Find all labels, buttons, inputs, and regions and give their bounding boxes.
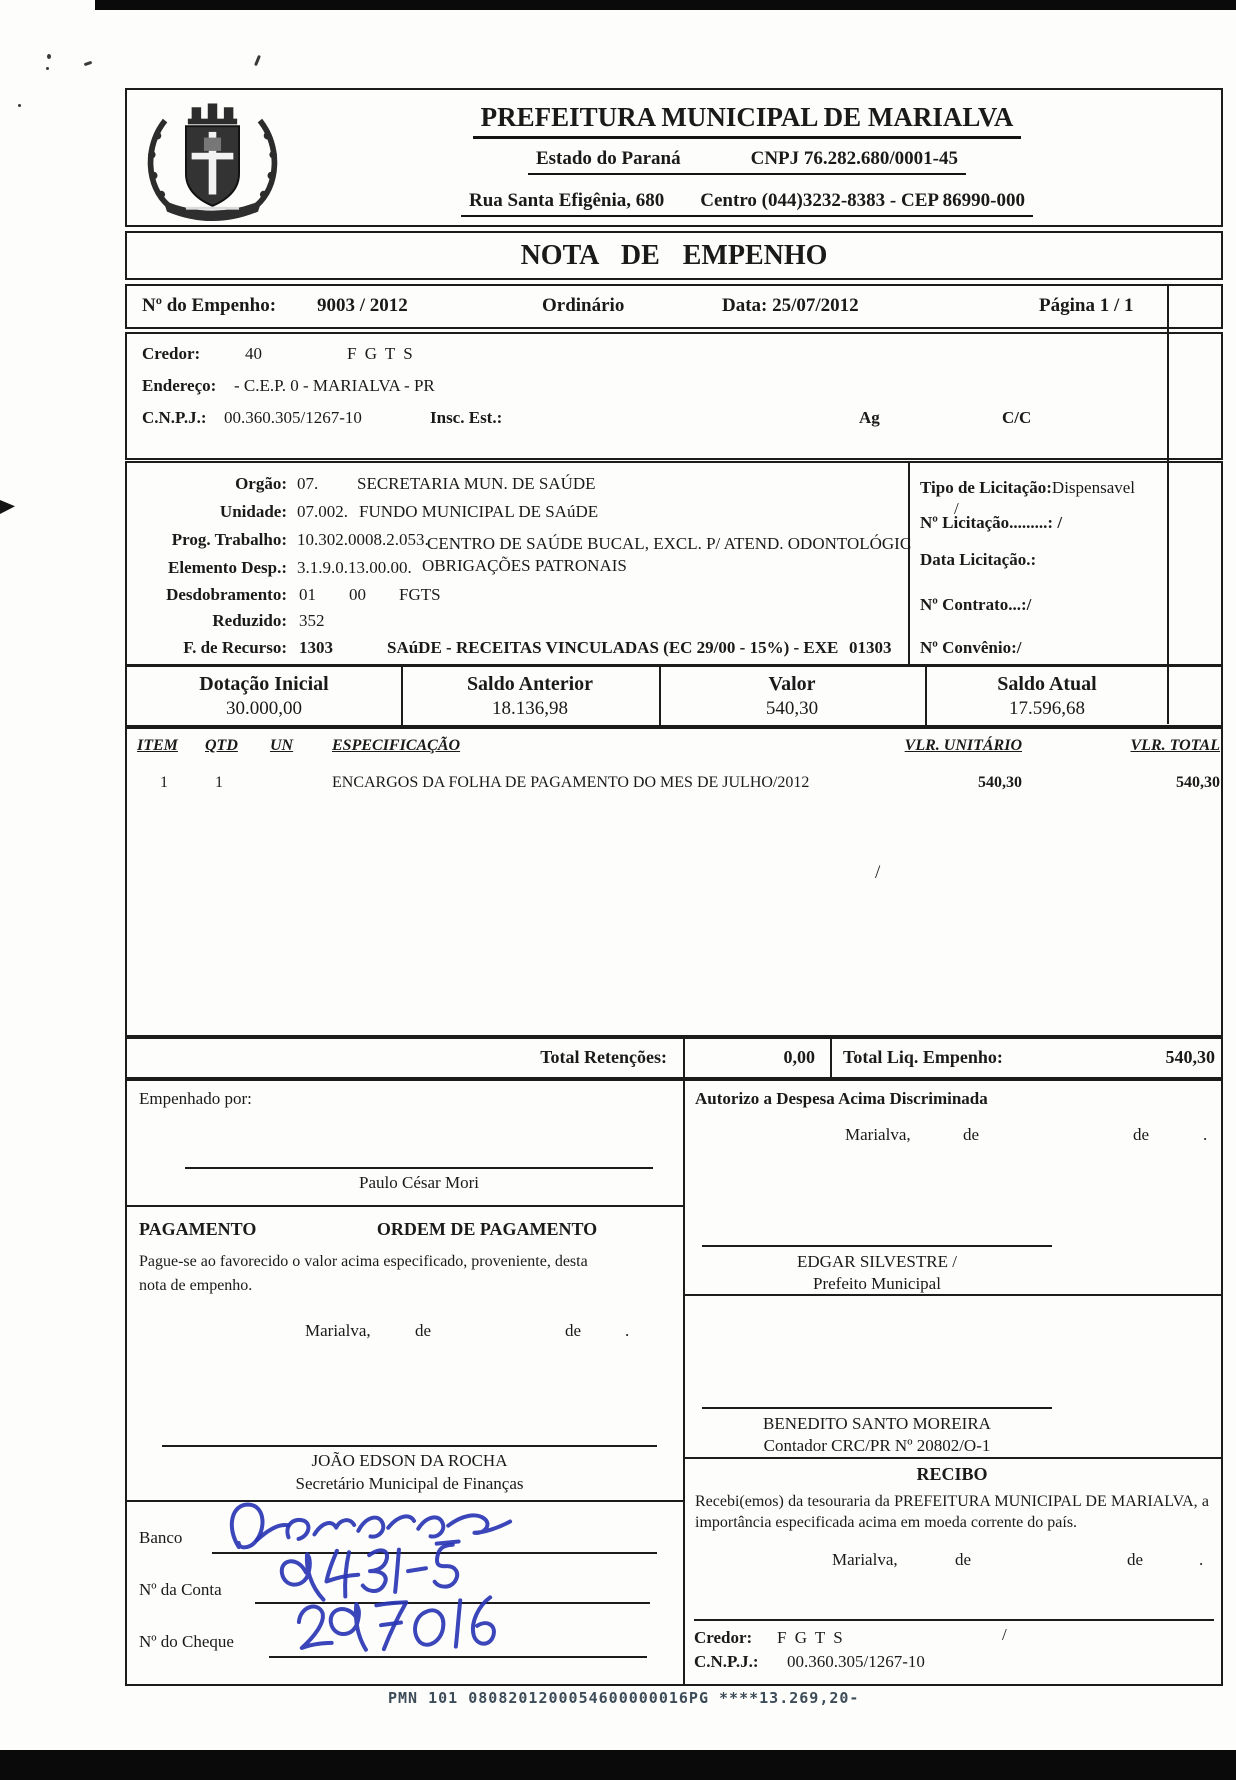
desdobramento-code2: 00 (349, 585, 366, 604)
empenho-type: Ordinário (542, 295, 625, 316)
recibo-credor-divider-line (694, 1619, 1214, 1621)
scan-speck (47, 54, 51, 59)
orgao-code: 07. (297, 474, 319, 493)
recibo-text: Recebi(emos) da tesouraria da PREFEITURA MUNICIPAL DE MARIALVA, a importância especificada acima em moeda corrente do país. (695, 1493, 1209, 1531)
saldo-atual-label: Saldo Atual (997, 673, 1097, 695)
col-header-un: UN (270, 737, 294, 754)
recibo-de2: de (1127, 1550, 1144, 1569)
scan-speck (18, 104, 21, 107)
empenhado-signature-line (185, 1167, 653, 1169)
totals-divider-2 (830, 1039, 832, 1079)
cheque-label: Nº do Cheque (139, 1632, 234, 1651)
prefeito-name: EDGAR SILVESTRE / (797, 1252, 957, 1271)
col-header-vlr-total: VLR. TOTAL (1130, 737, 1220, 754)
pagamento-ponto: . (625, 1321, 630, 1340)
saldo-atual-value: 17.596,68 (1009, 698, 1085, 719)
col-header-qtd: QTD (205, 737, 238, 754)
saldo-anterior-label: Saldo Anterior (466, 673, 594, 695)
col-header-item: ITEM (137, 737, 178, 754)
pagamento-title: PAGAMENTO (139, 1219, 257, 1239)
classification-box (125, 461, 1223, 666)
cc-label: C/C (1002, 408, 1032, 427)
empenho-date: Data: 25/07/2012 (722, 295, 859, 316)
tipo-licitacao-value: Dispensavel (1051, 478, 1136, 497)
contador-section-divider (683, 1294, 1221, 1296)
prog-trabalho-code: 10.302.0008.2.053. (297, 530, 429, 549)
scan-artifact-bottom-bar (0, 1750, 1236, 1780)
reduzido-value: 352 (299, 611, 325, 630)
estado-label: Estado do Paraná (535, 148, 681, 169)
dotacao-inicial-value: 30.000,00 (226, 698, 302, 719)
orgao-label: Orgão: (235, 474, 287, 493)
fonte-recurso-code: 1303 (299, 638, 333, 657)
desdobramento-code1: 01 (299, 585, 316, 604)
autorizo-cidade: Marialva, (845, 1125, 911, 1144)
banco-label: Banco (139, 1528, 183, 1547)
coat-of-arms-logo (135, 94, 290, 222)
prefeito-role: Prefeito Municipal (813, 1274, 941, 1293)
contador-role: Contador CRC/PR Nº 20802/O-1 (763, 1436, 991, 1455)
recibo-cnpj-value: 00.360.305/1267-10 (787, 1652, 925, 1671)
recibo-de1: de (955, 1550, 972, 1569)
prefeito-signature-line (702, 1245, 1052, 1247)
orgao-desc: SECRETARIA MUN. DE SAÚDE (357, 474, 596, 493)
endereco-value: - C.E.P. 0 - MARIALVA - PR (234, 376, 435, 395)
desdobramento-label: Desdobramento: (166, 585, 287, 604)
autorizo-ponto: . (1203, 1125, 1208, 1144)
item-row-qtd: 1 (215, 774, 223, 791)
page-indicator: Página 1 / 1 (1039, 295, 1134, 316)
scan-speck (84, 61, 93, 66)
conta-label: Nº da Conta (139, 1580, 222, 1599)
desdobramento-desc: FGTS (399, 585, 441, 604)
cnpj-label: C.N.P.J.: (142, 408, 207, 427)
tipo-licitacao-label: Tipo de Licitação:Dispensavel (920, 478, 1136, 497)
empenhado-por-label: Empenhado por: (139, 1089, 252, 1108)
bottom-center-divider (683, 1079, 685, 1684)
totals-row-box (125, 1037, 1223, 1081)
address-street: Rua Santa Efigênia, 680 (468, 190, 665, 211)
contador-name: BENEDITO SANTO MOREIRA (763, 1414, 991, 1433)
ordem-pagamento-title: ORDEM DE PAGAMENTO (376, 1219, 598, 1239)
endereco-label: Endereço: (142, 376, 217, 395)
licitacao-stray-slash: / (954, 499, 959, 518)
estado-cnpj-line (307, 148, 1187, 175)
total-liq-label: Total Liq. Empenho: (843, 1047, 1003, 1067)
recibo-cnpj-label: C.N.P.J.: (694, 1652, 759, 1671)
header-cnpj: CNPJ 76.282.680/0001-45 (750, 148, 959, 169)
prog-trabalho-desc: CENTRO DE SAÚDE BUCAL, EXCL. P/ ATEND. ODONTOLÓGIC (427, 534, 912, 553)
dotacao-inicial-label: Dotação Inicial (199, 673, 329, 695)
prefeitura-title (307, 102, 1187, 139)
address-line (307, 190, 1187, 217)
empenho-number-value: 9003 / 2012 (317, 295, 408, 316)
recibo-credor-label: Credor: (694, 1628, 753, 1647)
saldos-row-box (125, 665, 1223, 729)
credor-label: Credor: (142, 344, 201, 363)
machine-print-footer: PMN 101 0808201200054600000016PG ****13.269,20- (388, 1689, 860, 1707)
recibo-ponto: . (1199, 1550, 1204, 1569)
col-header-vlr-unitario: VLR. UNITÁRIO (904, 737, 1022, 754)
data-licitacao-label: Data Licitação.: (920, 550, 1037, 569)
scan-margin-arrow-mark (0, 500, 15, 514)
recibo-cidade: Marialva, (832, 1550, 898, 1569)
prog-trabalho-label: Prog. Trabalho: (171, 530, 287, 549)
pagamento-text-line2: nota de empenho. (139, 1277, 253, 1294)
elemento-desp-code: 3.1.9.0.13.00.00. (297, 558, 412, 577)
autorizo-de1: de (963, 1125, 980, 1144)
pagamento-de1: de (415, 1321, 432, 1340)
header-box (125, 88, 1223, 227)
unidade-desc: FUNDO MUNICIPAL DE SAúDE (359, 502, 599, 521)
recibo-section-divider (683, 1457, 1221, 1459)
elemento-desp-label: Elemento Desp.: (168, 558, 287, 577)
credor-box (125, 332, 1223, 460)
pagamento-cidade: Marialva, (305, 1321, 371, 1340)
cnpj-value: 00.360.305/1267-10 (224, 408, 362, 427)
recibo-title: RECIBO (916, 1464, 988, 1484)
cheque-handwriting (284, 1585, 546, 1660)
secretario-role: Secretário Municipal de Finanças (295, 1474, 524, 1493)
col-header-especificacao: ESPECIFICAÇÃO (332, 737, 461, 754)
meta-row-box (125, 284, 1223, 329)
scan-speck (254, 55, 261, 66)
secretario-name: JOÃO EDSON DA ROCHA (311, 1451, 508, 1470)
item-row-especificacao: ENCARGOS DA FOLHA DE PAGAMENTO DO MES DE JULHO/2012 (332, 774, 810, 791)
items-stray-slash: / (875, 862, 881, 883)
total-liq-value: 540,30 (1165, 1047, 1215, 1067)
total-retencoes-label: Total Retenções: (540, 1047, 667, 1067)
scan-speck (46, 67, 49, 70)
saldo-anterior-value: 18.136,98 (492, 698, 568, 719)
recibo-stray-slash: / (1002, 1625, 1007, 1644)
autorizo-de2: de (1133, 1125, 1150, 1144)
autorizo-title: Autorizo a Despesa Acima Discriminada (695, 1089, 988, 1108)
elemento-desp-desc: OBRIGAÇÕES PATRONAIS (422, 556, 627, 575)
fonte-recurso-code2: 01303 (849, 638, 892, 657)
valor-value: 540,30 (765, 698, 819, 719)
pagamento-text-line1: Pague-se ao favorecido o valor acima especificado, proveniente, desta (139, 1253, 588, 1270)
ag-label: Ag (859, 408, 880, 427)
credor-name: F G T S (347, 344, 415, 363)
num-licitacao-label: Nº Licitação.........: / (920, 513, 1063, 532)
num-contrato-label: Nº Contrato...:/ (920, 595, 1032, 614)
secretario-signature-line (162, 1445, 657, 1447)
empenho-number-label: Nº do Empenho: (142, 295, 277, 316)
credor-code: 40 (245, 344, 262, 363)
reduzido-label: Reduzido: (212, 611, 287, 630)
recibo-credor-value: F G T S (777, 1628, 845, 1647)
contador-signature-line (702, 1407, 1052, 1409)
total-retencoes-value: 0,00 (783, 1047, 815, 1067)
doc-title-box (125, 231, 1223, 280)
scan-artifact-top-bar (95, 0, 1236, 10)
fonte-recurso-desc: SAúDE - RECEITAS VINCULADAS (EC 29/00 - 15%) - EXE (387, 638, 839, 657)
pagamento-section-divider (127, 1205, 683, 1207)
empenhado-signer-name: Paulo César Mori (359, 1173, 479, 1192)
unidade-label: Unidade: (219, 502, 287, 521)
valor-label: Valor (768, 673, 816, 695)
num-convenio-label: Nº Convênio:/ (920, 638, 1022, 657)
insc-est-label: Insc. Est.: (430, 408, 503, 427)
doc-title: NOTA DE EMPENHO (520, 240, 828, 271)
item-row-vlr-total: 540,30 (1176, 774, 1220, 791)
unidade-code: 07.002. (297, 502, 348, 521)
licitacao-divider (908, 463, 910, 664)
address-extra: Centro (044)3232-8383 - CEP 86990-000 (700, 190, 1026, 211)
pagamento-de2: de (565, 1321, 582, 1340)
item-row-item: 1 (160, 774, 168, 791)
fonte-recurso-label: F. de Recurso: (183, 638, 287, 657)
item-row-vlr-unitario: 540,30 (978, 774, 1022, 791)
prefeitura-title-text: PREFEITURA MUNICIPAL DE MARIALVA (473, 102, 1022, 139)
items-table-box (125, 725, 1223, 1037)
